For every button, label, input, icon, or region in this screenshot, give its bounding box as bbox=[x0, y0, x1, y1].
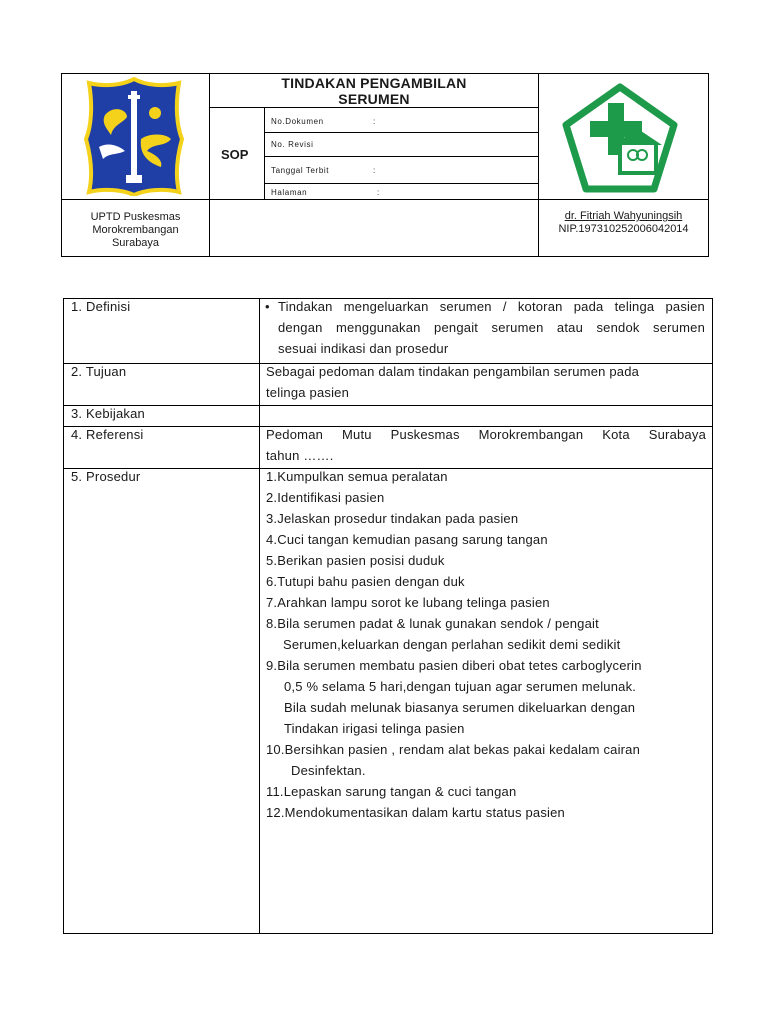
section-label-prosedur: 5. Prosedur bbox=[71, 469, 141, 484]
title-line-2: SERUMEN bbox=[338, 91, 410, 107]
section-label-tujuan: 2. Tujuan bbox=[71, 364, 127, 379]
prosedur-step: 11.Lepaskan sarung tangan & cuci tangan bbox=[266, 784, 517, 799]
signer-name: dr. Fitriah Wahyuningsih bbox=[564, 210, 683, 222]
prosedur-step: 8.Bila serumen padat & lunak gunakan sendok / pengait bbox=[266, 616, 599, 631]
org-line-1: UPTD Puskesmas bbox=[90, 211, 181, 223]
prosedur-step: 6.Tutupi bahu pasien dengan duk bbox=[266, 574, 465, 589]
prosedur-step: 1.Kumpulkan semua peralatan bbox=[266, 469, 448, 484]
field-no-revisi-label: No. Revisi bbox=[271, 140, 314, 149]
surabaya-crest-logo bbox=[83, 77, 185, 196]
prosedur-step: 12.Mendokumentasikan dalam kartu status pasien bbox=[266, 805, 565, 820]
bullet-icon: • bbox=[265, 299, 270, 314]
prosedur-step-cont: Tindakan irigasi telinga pasien bbox=[284, 721, 465, 736]
org-line-3: Surabaya bbox=[111, 237, 160, 249]
definisi-line: sesuai indikasi dan prosedur bbox=[278, 341, 449, 356]
referensi-line: tahun ……. bbox=[266, 448, 334, 463]
field-halaman-label: Halaman bbox=[271, 188, 308, 197]
sop-label: SOP bbox=[221, 147, 249, 162]
section-label-kebijakan: 3. Kebijakan bbox=[71, 406, 145, 421]
tujuan-line: telinga pasien bbox=[266, 385, 350, 400]
puskesmas-icon bbox=[562, 83, 678, 193]
prosedur-step: 7.Arahkan lampu sorot ke lubang telinga pasien bbox=[266, 595, 550, 610]
definisi-line: dengan menggunakan pengait serumen atau sendok serumen bbox=[278, 320, 705, 335]
definisi-line: Tindakan mengeluarkan serumen / kotoran pada telinga pasien bbox=[278, 299, 705, 314]
signer-block bbox=[539, 210, 708, 236]
prosedur-content bbox=[266, 466, 706, 823]
prosedur-step-cont: Desinfektan. bbox=[291, 763, 366, 778]
puskesmas-logo bbox=[562, 83, 678, 193]
prosedur-step: 10.Bersihkan pasien , rendam alat bekas pakai kedalam cairan bbox=[266, 742, 641, 757]
crest-icon bbox=[83, 77, 185, 196]
prosedur-step: 9.Bila serumen membatu pasien diberi obat tetes carboglycerin bbox=[266, 658, 642, 673]
field-tanggal-terbit-label: Tanggal Terbit bbox=[271, 166, 330, 175]
tujuan-line: Sebagai pedoman dalam tindakan pengambilan serumen pada bbox=[266, 364, 640, 379]
section-label-definisi: 1. Definisi bbox=[71, 299, 131, 314]
referensi-content bbox=[266, 424, 706, 466]
tujuan-content bbox=[266, 361, 706, 403]
prosedur-step: 4.Cuci tangan kemudian pasang sarung tangan bbox=[266, 532, 548, 547]
section-label-referensi: 4. Referensi bbox=[71, 427, 144, 442]
referensi-line: Pedoman Mutu Puskesmas Morokrembangan Kota Surabaya bbox=[266, 427, 706, 442]
signer-nip: NIP.197310252006042014 bbox=[558, 223, 689, 235]
field-tanggal-terbit-sep: : bbox=[373, 166, 376, 175]
field-no-dokumen-label: No.Dokumen bbox=[271, 117, 324, 126]
prosedur-step: 2.Identifikasi pasien bbox=[266, 490, 385, 505]
field-no-dokumen-sep: : bbox=[373, 117, 376, 126]
prosedur-step-cont: 0,5 % selama 5 hari,dengan tujuan agar serumen melunak. bbox=[284, 679, 637, 694]
prosedur-step-cont: Serumen,keluarkan dengan perlahan sedikit demi sedikit bbox=[283, 637, 621, 652]
org-line-2: Morokrembangan bbox=[92, 224, 179, 236]
title-line-1: TINDAKAN PENGAMBILAN bbox=[281, 75, 467, 91]
definisi-content bbox=[265, 296, 705, 359]
prosedur-step: 5.Berikan pasien posisi duduk bbox=[266, 553, 445, 568]
prosedur-step-cont: Bila sudah melunak biasanya serumen dikeluarkan dengan bbox=[284, 700, 636, 715]
organization-name bbox=[62, 211, 209, 250]
prosedur-step: 3.Jelaskan prosedur tindakan pada pasien bbox=[266, 511, 519, 526]
document-title bbox=[210, 75, 538, 107]
field-halaman-sep: : bbox=[377, 188, 380, 197]
